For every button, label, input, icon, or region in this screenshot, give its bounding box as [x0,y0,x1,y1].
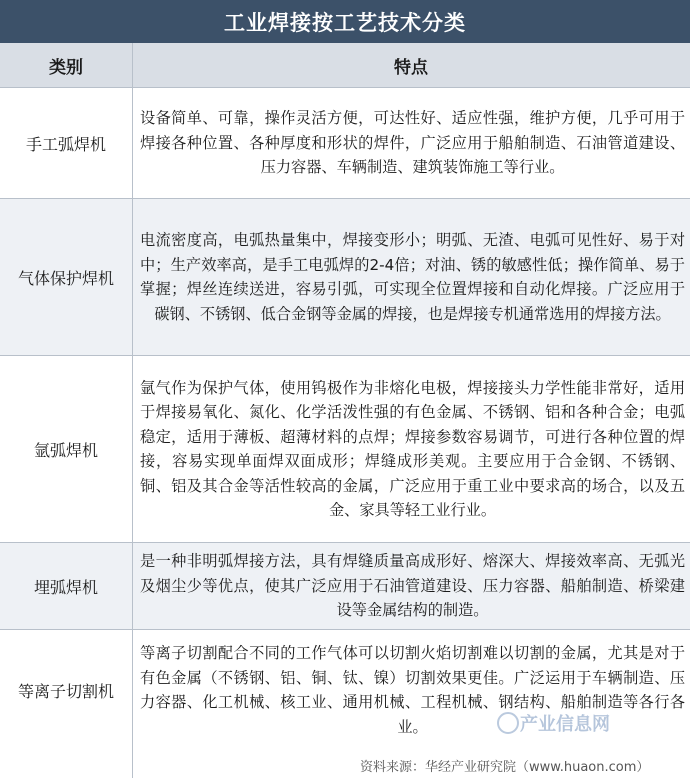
table-row [0,199,690,356]
row-category: 等离子切割机 [17,681,114,701]
header-features: 特点 [394,57,428,78]
row-category: 埋弧焊机 [33,577,98,597]
table-row [0,88,690,199]
row-features: 氩气作为保护气体，使用钨极作为非熔化电极，焊接接头力学性能非常好，适用于焊接易氧化、氮化、化学活泼性强的有色金属、不锈钢、铝和各种合金；电弧稳定，适用于薄板、超薄材料的点焊；焊接参数容易调节，可进行各种位置的焊接，容易实现单面焊双面成形；焊缝成形美观。主要应用于合金钢、不锈钢、铜、铝及其合金等活性较高的金属，广泛应用于重工业中要求高的场合，以及五金、家具等轻工业行业。 [140,378,685,519]
table-row [0,356,690,543]
column-divider [132,43,133,778]
header-category: 类别 [49,57,83,78]
row-features: 是一种非明弧焊接方法，具有焊缝质量高成形好、熔深大、焊接效率高、无弧光及烟尘少等优点，使其广泛应用于石油管道建设、压力容器、船舶制造、桥梁建设等金属结构的制造。 [140,552,685,620]
table-title: 工业焊接按工艺技术分类 [0,0,690,43]
table-row [0,543,690,630]
row-features: 等离子切割配合不同的工作气体可以切割火焰切割难以切割的金属，尤其是对于有色金属（不锈钢、铝、铜、钛、镍）切割效果更佳。广泛运用于车辆制造、压力容器、化工机械、核工业、通用机械、工程机械、钢结构、船舶制造等各行各业。 [140,644,685,736]
watermark: 产业信息网 [520,714,610,735]
watermark-logo-icon [497,712,519,734]
row-category: 气体保护焊机 [17,268,114,288]
source-note: 资料来源：华经产业研究院（www.huaon.com） [360,759,650,775]
row-category: 氩弧焊机 [33,440,98,460]
table-header [0,43,690,88]
row-features: 电流密度高，电弧热量集中，焊接变形小；明弧、无渣、电弧可见性好、易于对中；生产效率高，是手工电弧焊的2-4倍；对油、锈的敏感性低；操作简单、易于掌握；焊丝连续送进，容易引弧，可实现全位置焊接和自动化焊接。广泛应用于碳钢、不锈钢、低合金钢等金属的焊接，也是焊接专机通常选用的焊接方法。 [140,231,685,323]
row-category: 手工弧焊机 [25,134,106,154]
row-features: 设备简单、可靠，操作灵活方便，可达性好、适应性强，维护方便，几乎可用于焊接各种位置、各种厚度和形状的焊件，广泛应用于船舶制造、石油管道建设、压力容器、车辆制造、建筑装饰施工等行业。 [140,109,685,177]
